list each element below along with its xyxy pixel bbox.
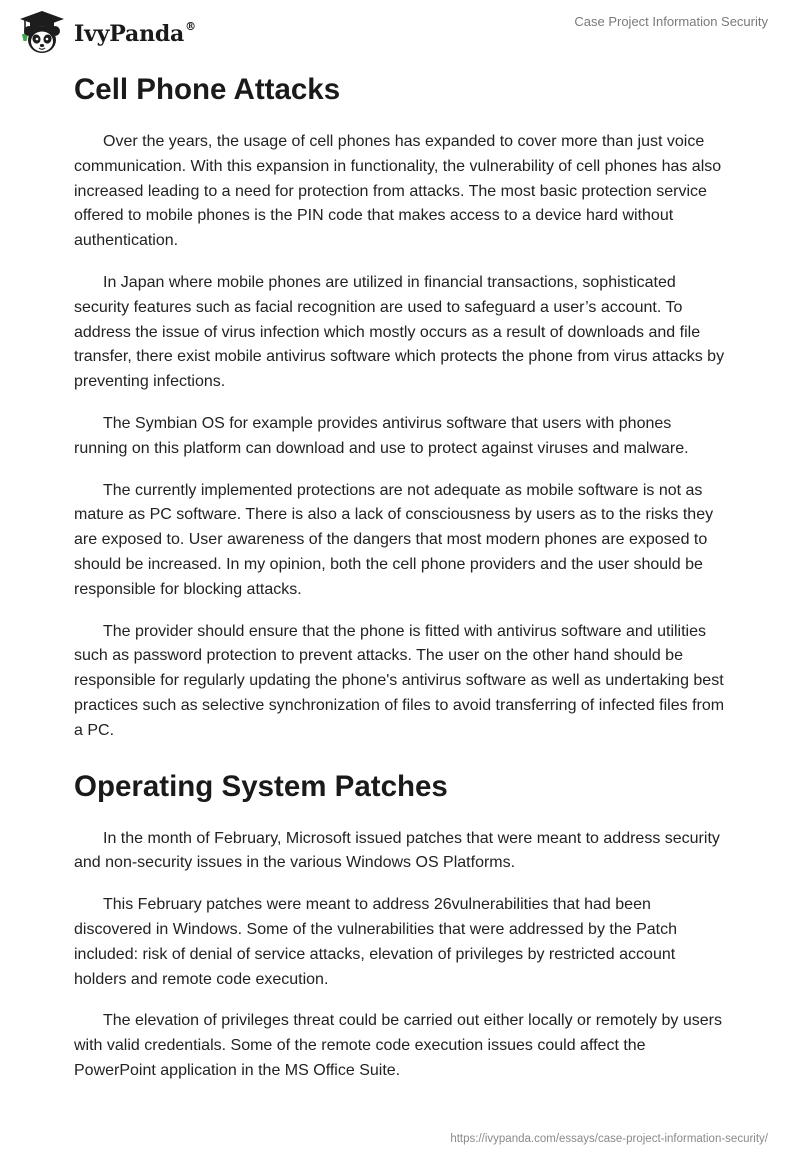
paragraph: This February patches were meant to address 26vulnerabilities that had been discovered in Windows. Some of the vulnerabilities that were addressed by the Patch included: risk of denial of service attacks, elevation of privileges by restricted account holders and remote code execution. xyxy=(74,896,677,988)
paragraph: Over the years, the usage of cell phones has expanded to cover more than just voice communication. With this expansion in functionality, the vulnerability of cell phones has also increased leading to a need for protection from attacks. The most basic protection service offered to mobile phones is the PIN code that makes access to a device hard without authentication. xyxy=(74,133,722,250)
document-title: Case Project Information Security xyxy=(574,14,768,29)
registered-mark: ® xyxy=(185,19,196,33)
section-heading: Cell Phone Attacks xyxy=(74,73,341,106)
section-body xyxy=(74,827,726,1084)
paragraph: The Symbian OS for example provides antivirus software that users with phones running on this platform can download and use to protect against viruses and malware. xyxy=(74,414,689,457)
paragraph: In the month of February, Microsoft issued patches that were meant to address security and non-security issues in the various Windows OS Platforms. xyxy=(74,829,720,872)
source-url-link[interactable]: https://ivypanda.com/essays/case-project-information-security/ xyxy=(450,1133,768,1145)
paragraph: The elevation of privileges threat could be carried out either locally or remotely by users with valid credentials. Some of the remote code execution issues could affect the PowerPoint application in the MS Office Suite. xyxy=(74,1012,722,1079)
paragraph: The currently implemented protections are not adequate as mobile software is not as mature as PC software. There is also a lack of consciousness by users as to the risks they are exposed to. User awareness of the dangers that most modern phones are exposed to should be increased. In my opinion, both the cell phone providers and the user should be responsible for blocking attacks. xyxy=(74,481,714,598)
paragraph: The provider should ensure that the phone is fitted with antivirus software and utilities such as password protection to prevent attacks. The user on the other hand should be responsible for regularly updating the phone's antivirus software as well as undertaking best practices such as selective synchronization of files to avoid transferring of infected files from a PC. xyxy=(74,622,725,739)
page-header xyxy=(0,0,800,60)
section-cell-phone-attacks xyxy=(74,70,726,744)
paragraph: In Japan where mobile phones are utilized in financial transactions, sophisticated security features such as facial recognition are used to safeguard a user’s account. To address the issue of virus infection which mostly occurs as a result of downloads and file transfer, there exist mobile antivirus software which protects the phone from virus attacks by preventing infections. xyxy=(74,273,725,391)
panda-graduation-cap-icon xyxy=(14,8,70,56)
section-body xyxy=(74,130,726,744)
essay-content xyxy=(74,70,726,1101)
ivypanda-logo-link[interactable] xyxy=(14,8,196,56)
section-heading: Operating System Patches xyxy=(74,769,448,803)
section-operating-system-patches xyxy=(74,767,726,1084)
brand-name: IvyPanda® xyxy=(74,19,196,47)
